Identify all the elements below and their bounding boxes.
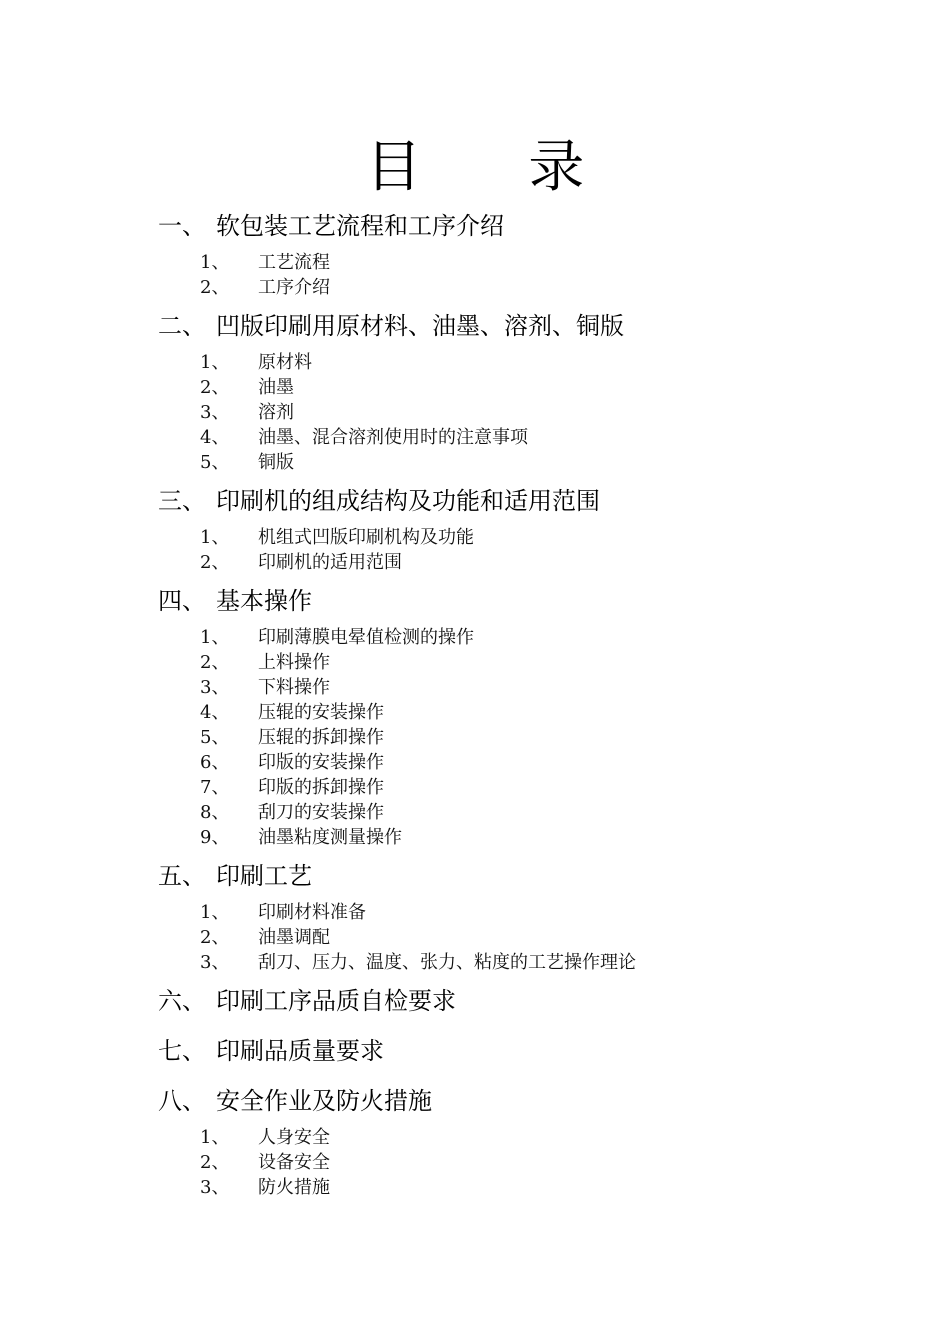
section-heading <box>158 1083 858 1119</box>
section-title: 印刷工艺 <box>216 862 312 890</box>
section-number: 七、 <box>158 1037 206 1065</box>
page-title: 目 录 <box>365 135 585 200</box>
toc-section <box>158 1033 858 1083</box>
section-number: 一、 <box>158 212 206 240</box>
item-text: 上料操作 <box>258 652 330 673</box>
item-text: 设备安全 <box>258 1152 330 1173</box>
toc-item <box>158 825 858 850</box>
section-title: 印刷品质量要求 <box>216 1037 384 1065</box>
item-text: 油墨粘度测量操作 <box>258 827 402 848</box>
item-text: 工艺流程 <box>258 252 330 273</box>
item-text: 印版的拆卸操作 <box>258 777 384 798</box>
toc-item <box>158 1125 858 1150</box>
toc-item <box>158 950 858 975</box>
toc-item <box>158 250 858 275</box>
item-text: 压辊的拆卸操作 <box>258 727 384 748</box>
toc-section <box>158 1083 858 1208</box>
section-heading <box>158 308 858 344</box>
toc-item <box>158 350 858 375</box>
item-text: 溶剂 <box>258 402 294 423</box>
section-heading <box>158 858 858 894</box>
item-number: 4、 <box>200 427 230 448</box>
item-number: 2、 <box>200 552 230 573</box>
section-items <box>158 519 858 579</box>
item-number: 5、 <box>200 452 230 473</box>
section-number: 五、 <box>158 862 206 890</box>
section-number: 六、 <box>158 987 206 1015</box>
item-number: 3、 <box>200 677 230 698</box>
toc-item <box>158 700 858 725</box>
item-text: 原材料 <box>258 352 312 373</box>
item-text: 油墨、混合溶剂使用时的注意事项 <box>258 427 528 448</box>
section-items <box>158 344 858 479</box>
item-text: 油墨调配 <box>258 927 330 948</box>
section-title: 基本操作 <box>216 587 312 615</box>
item-text: 铜版 <box>258 452 294 473</box>
item-text: 压辊的安装操作 <box>258 702 384 723</box>
item-number: 9、 <box>200 827 230 848</box>
item-number: 4、 <box>200 702 230 723</box>
item-text: 印刷薄膜电晕值检测的操作 <box>258 627 474 648</box>
table-of-contents <box>158 208 858 1208</box>
toc-item <box>158 900 858 925</box>
toc-item <box>158 450 858 475</box>
toc-item <box>158 525 858 550</box>
item-number: 2、 <box>200 652 230 673</box>
toc-item <box>158 275 858 300</box>
section-items <box>158 619 858 854</box>
item-number: 8、 <box>200 802 230 823</box>
toc-item <box>158 725 858 750</box>
toc-section <box>158 308 858 483</box>
section-heading <box>158 983 858 1019</box>
item-number: 2、 <box>200 927 230 948</box>
item-text: 人身安全 <box>258 1127 330 1148</box>
toc-item <box>158 625 858 650</box>
item-text: 下料操作 <box>258 677 330 698</box>
section-title: 凹版印刷用原材料、油墨、溶剂、铜版 <box>216 312 624 340</box>
item-number: 1、 <box>200 252 230 273</box>
toc-item <box>158 1150 858 1175</box>
item-number: 6、 <box>200 752 230 773</box>
toc-section <box>158 208 858 308</box>
item-text: 刮刀、压力、温度、张力、粘度的工艺操作理论 <box>258 952 636 973</box>
item-number: 1、 <box>200 527 230 548</box>
toc-item <box>158 1175 858 1200</box>
item-text: 油墨 <box>258 377 294 398</box>
section-number: 二、 <box>158 312 206 340</box>
toc-item <box>158 400 858 425</box>
toc-section <box>158 483 858 583</box>
toc-item <box>158 650 858 675</box>
section-title: 软包装工艺流程和工序介绍 <box>216 212 504 240</box>
item-text: 印刷机的适用范围 <box>258 552 402 573</box>
toc-item <box>158 375 858 400</box>
section-items <box>158 894 858 979</box>
item-number: 2、 <box>200 377 230 398</box>
toc-item <box>158 550 858 575</box>
item-number: 1、 <box>200 902 230 923</box>
item-number: 7、 <box>200 777 230 798</box>
section-heading <box>158 208 858 244</box>
item-text: 印版的安装操作 <box>258 752 384 773</box>
item-number: 2、 <box>200 1152 230 1173</box>
toc-section <box>158 583 858 858</box>
toc-section <box>158 983 858 1033</box>
item-number: 1、 <box>200 352 230 373</box>
section-number: 四、 <box>158 587 206 615</box>
item-text: 机组式凹版印刷机构及功能 <box>258 527 474 548</box>
item-text: 印刷材料准备 <box>258 902 366 923</box>
item-number: 3、 <box>200 952 230 973</box>
toc-item <box>158 750 858 775</box>
section-title: 印刷机的组成结构及功能和适用范围 <box>216 487 600 515</box>
item-text: 防火措施 <box>258 1177 330 1198</box>
toc-section <box>158 858 858 983</box>
section-items <box>158 1119 858 1204</box>
section-number: 三、 <box>158 487 206 515</box>
section-heading <box>158 583 858 619</box>
toc-item <box>158 925 858 950</box>
item-text: 刮刀的安装操作 <box>258 802 384 823</box>
toc-item <box>158 800 858 825</box>
item-number: 3、 <box>200 402 230 423</box>
section-heading <box>158 1033 858 1069</box>
toc-item <box>158 425 858 450</box>
item-number: 1、 <box>200 1127 230 1148</box>
item-number: 2、 <box>200 277 230 298</box>
section-title: 安全作业及防火措施 <box>216 1087 432 1115</box>
section-title: 印刷工序品质自检要求 <box>216 987 456 1015</box>
item-number: 3、 <box>200 1177 230 1198</box>
section-number: 八、 <box>158 1087 206 1115</box>
item-number: 1、 <box>200 627 230 648</box>
toc-item <box>158 775 858 800</box>
toc-item <box>158 675 858 700</box>
item-text: 工序介绍 <box>258 277 330 298</box>
item-number: 5、 <box>200 727 230 748</box>
section-heading <box>158 483 858 519</box>
section-items <box>158 244 858 304</box>
